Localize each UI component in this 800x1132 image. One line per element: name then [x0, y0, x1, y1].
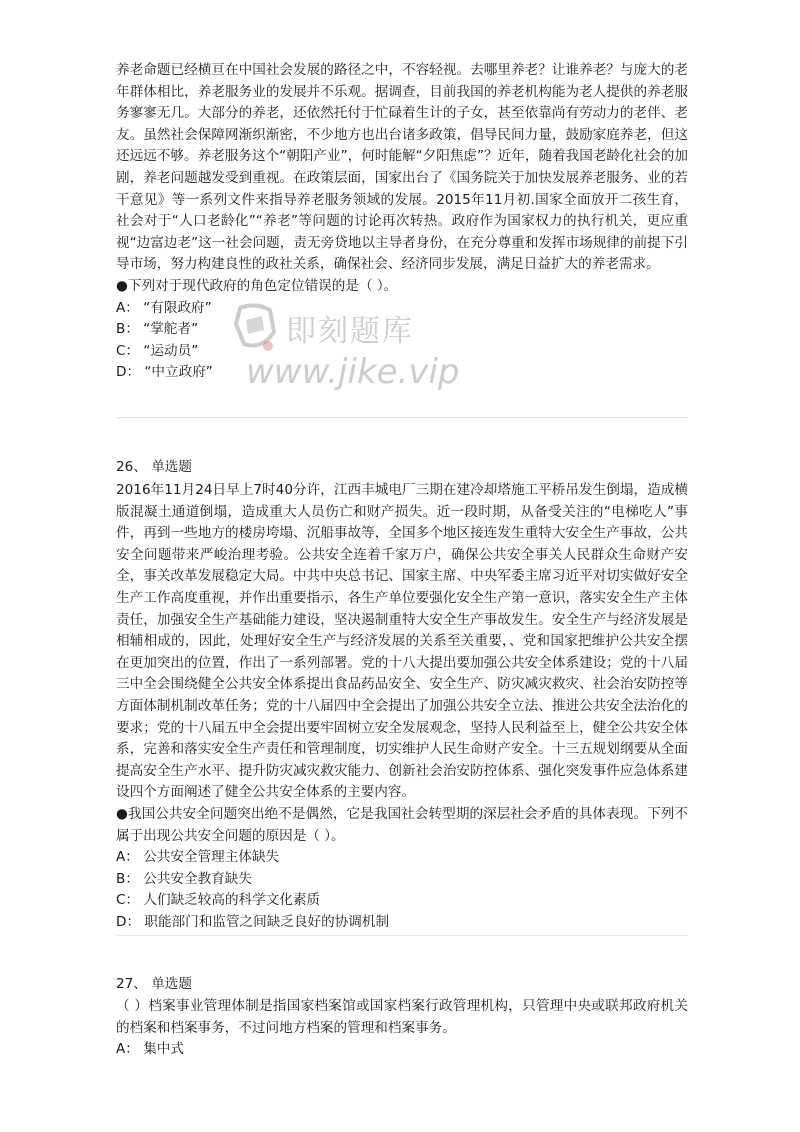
q27-passage: （ ）档案事业管理体制是指国家档案馆或国家档案行政管理机构，只管理中央或联邦政府机关的档案和档案事务，不过问地方档案的管理和档案事务。	[116, 998, 688, 1036]
q25-block	[116, 60, 688, 384]
q27-header: 27、 单选题	[116, 976, 192, 992]
q25-option-b[interactable]: B： “掌舵者”	[116, 321, 199, 338]
q26-block	[116, 480, 688, 933]
q26-option-b[interactable]: B： 公共安全教育缺失	[116, 870, 252, 887]
q27-option-a[interactable]: A： 集中式	[116, 1041, 184, 1058]
q25-option-a[interactable]: A： “有限政府”	[116, 299, 212, 316]
q26-question: ●我国公共安全问题突出绝不是偶然，它是我国社会转型期的深层社会矛盾的具体表现。下列不属于出现公共安全问题的原因是（ ）。	[116, 805, 688, 844]
q26-option-c[interactable]: C： 人们缺乏较高的科学文化素质	[116, 892, 321, 909]
q25-passage: 养老命题已经横亘在中国社会发展的路径之中，不容轻视。去哪里养老？让谁养老？与庞大的老年群体相比，养老服务业的发展并不乐观。据调查，目前我国的养老机构能为老人提供的养老服务寥寥无几。大部分的养老，还依然托付于忙碌着生计的子女，甚至依靠尚有劳动力的老伴、老友。虽然社会保障网渐织渐密，不少地方也出台诸多政策，倡导民间力量，鼓励家庭养老，但这还远远不够。养老服务这个“朝阳产业”，何时能解“夕阳焦虑”？近年，随着我国老龄化社会的加剧，养老问题越发受到重视。在政策层面，国家出台了《国务院关于加快发展养老服务、业的若干意见》等一系列文件来指导养老服务领域的发展。2015年11月初.国家全面放开二孩生育，社会对于“人口老龄化”“养老”等问题的讨论再次转热。政府作为国家权力的执行机关，更应重视“边富边老”这一社会问题，责无旁贷地以主导者身份，在充分尊重和发挥市场规律的前提下引导市场，努力构建良性的政社关系，确保社会、经济同步发展，满足日益扩大的养老需求。	[116, 62, 688, 273]
q26-passage: 2016年11月24日早上7时40分许，江西丰城电厂三期在建冷却塔施工平桥吊发生倒塌，造成横版混凝土通道倒塌，造成重大人员伤亡和财产损失。近一段时期，从备受关注的“电梯吃人”事件，再到一些地方的楼房垮塌、沉船事故等，全国多个地区接连发生重特大安全生产事故，公共安全问题带来严峻治理考验。公共安全连着千家万户，确保公共安全事关人民群众生命财产安全，事关改革发展稳定大局。中共中央总书记、国家主席、中央军委主席习近平对切实做好安全生产工作高度重视，并作出重要指示，各生产单位要强化安全生产第一意识，落实安全生产主体责任，加强安全生产基础能力建设，坚决遏制重特大安全生产事故发生。安全生产与经济发展是相辅相成的，因此，处理好安全生产与经济发展的关系至关重要，、党和国家把维护公共安全摆在更加突出的位置，作出了一系列部署。党的十八大提出要加强公共安全体系建设；党的十八届三中全会围绕健全公共安全体系提出食品药品安全、安全生产、防灾减灾救灾、社会治安防控等方面体制机制改革任务；党的十八届四中全会提出了加强公共安全立法、推进公共安全法治化的要求；党的十八届五中全会提出要牢固树立安全发展观念，坚持人民利益至上，健全公共安全体系，完善和落实安全生产责任和管理制度，切实维护人民生命财产安全。十三五规划纲要从全面提高安全生产水平、提升防灾减灾救灾能力、创新社会治安防控体系、强化突发事件应急体系建设四个方面阐述了健全公共安全体系的主要内容。	[116, 482, 688, 801]
q25-option-d[interactable]: D： “中立政府”	[116, 364, 213, 381]
divider	[116, 417, 688, 418]
q26-option-a[interactable]: A： 公共安全管理主体缺失	[116, 849, 280, 866]
q25-option-c[interactable]: C： “运动员”	[116, 342, 199, 359]
q26-header: 26、 单选题	[116, 459, 192, 475]
watermark-url: www.jike.vip	[246, 352, 460, 392]
watermark-brand: 即刻题库	[286, 314, 414, 349]
q25-question: ●下列对于现代政府的角色定位错误的是（ ）。	[116, 277, 398, 294]
q26-option-d[interactable]: D： 职能部门和监管之间缺乏良好的协调机制	[116, 913, 390, 930]
divider	[116, 935, 688, 936]
q27-block	[116, 996, 688, 1061]
